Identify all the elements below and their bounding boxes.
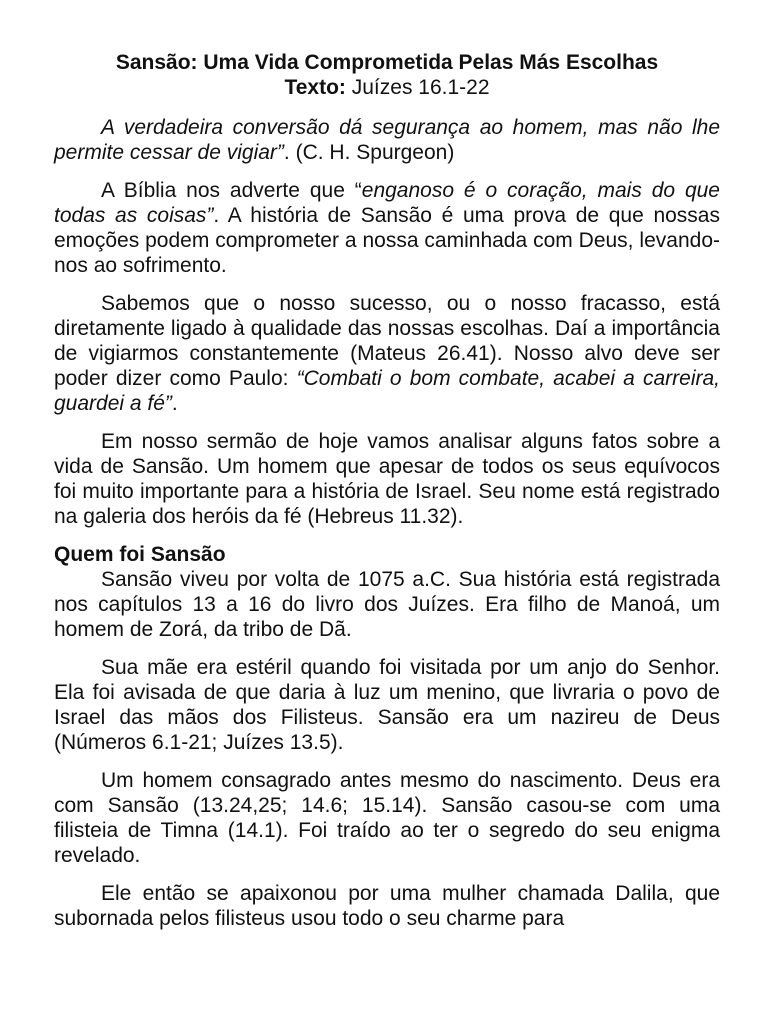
- quote-text: A verdadeira conversão dá segurança ao homem, mas não lhe permite cessar de vigiar”: [54, 116, 720, 164]
- text-label: Texto:: [284, 76, 346, 99]
- section-heading: Quem foi Sansão: [54, 543, 226, 566]
- paragraph-mother: Sua mãe era estéril quando foi visitada por um anjo do Senhor. Ela foi avisada de que daria à luz um menino, que livraria o povo de Israel das mãos dos Filisteus. Sansão era um nazireu de Deus (Números 6.1-21; Juízes 13.5).: [54, 656, 720, 754]
- paragraph-sermon-intro: Em nosso sermão de hoje vamos analisar alguns fatos sobre a vida de Sansão. Um homem que apesar de todos os seus equívocos foi muito importante para a história de Israel. Seu nome está registrado na galeria dos heróis da fé (Hebreus 11.32).: [54, 430, 720, 528]
- paragraph-dalila: Ele então se apaixonou por uma mulher chamada Dalila, que subornada pelos filisteus usou todo o seu charme para: [54, 882, 720, 930]
- paragraph-text: Sabemos que o nosso sucesso, ou o nosso fracasso, está diretamente ligado à qualidade das nossas escolhas. Daí a importância de vigiarmos constantemente (Mateus 26.41). Nosso alvo deve ser poder dizer como Paulo:: [54, 292, 720, 390]
- paragraph-choices: [54, 291, 720, 416]
- document-page: [54, 50, 720, 944]
- paragraph-consecrated: Um homem consagrado antes mesmo do nascimento. Deus era com Sansão (13.24,25; 14.6; 15.14). Sansão casou-se com uma filisteia de Timna (14.1). Foi traído ao ter o segredo do seu enigma revelado.: [54, 769, 720, 867]
- quote-attribution: . (C. H. Spurgeon): [283, 141, 455, 164]
- paragraph-text: .: [171, 392, 178, 415]
- paragraph-quote: enganoso é o coração, mais do que todas as coisas”: [54, 179, 720, 227]
- paragraph-intro: [54, 178, 720, 278]
- text-reference: Juízes 16.1-22: [345, 76, 490, 99]
- paragraph-biography: Sansão viveu por volta de 1075 a.C. Sua história está registrada nos capítulos 13 a 16 do livro dos Juízes. Era filho de Manoá, um homem de Zorá, da tribo de Dã.: [54, 568, 720, 641]
- document-title: Sansão: Uma Vida Comprometida Pelas Más Escolhas: [115, 51, 659, 74]
- paragraph-quote: “Combati o bom combate, acabei a carreira, guardei a fé”: [54, 367, 721, 415]
- paragraph-text: . A história de Sansão é uma prova de que nossas emoções podem comprometer a nossa caminhada com Deus, levando-nos ao sofrimento.: [54, 204, 720, 277]
- scripture-reference: [54, 75, 720, 100]
- epigraph-quote: [54, 115, 720, 165]
- paragraph-text: A Bíblia nos adverte que “: [101, 179, 362, 202]
